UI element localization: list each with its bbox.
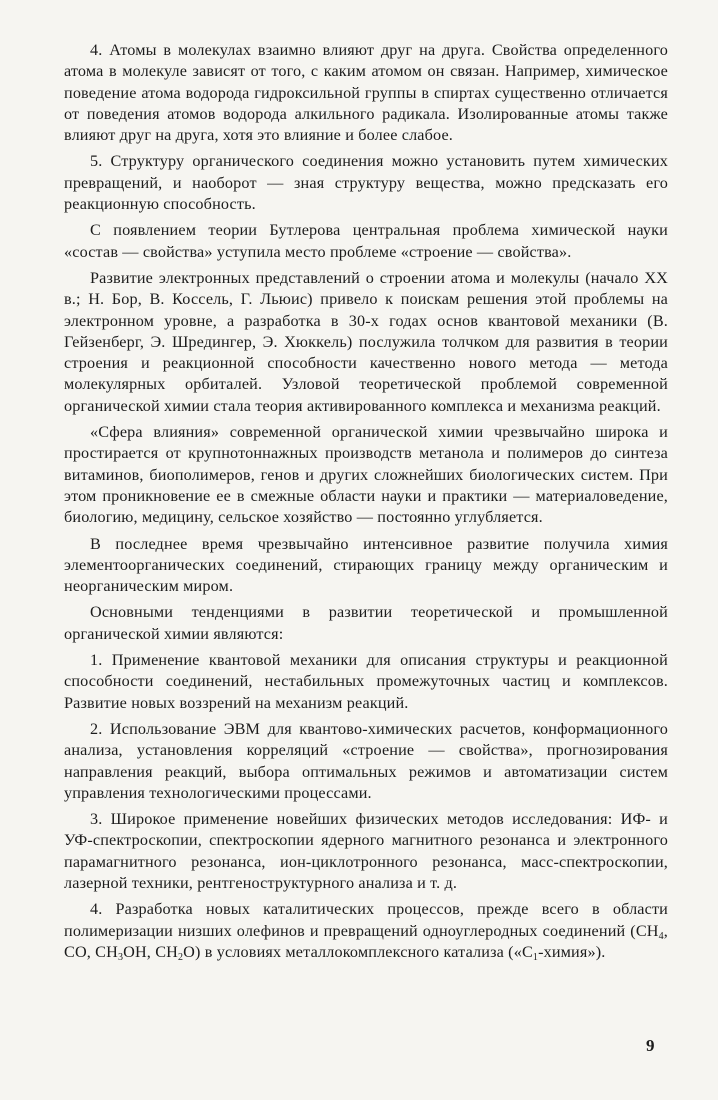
paragraph-2: 5. Структуру органического соединения можно установить путем химических превращений, и наоборот — зная структуру вещества, можно предсказать его реакционную способность. — [64, 152, 668, 214]
paragraph-6: В последнее время чрезвычайно интенсивное развитие получила химия элементоорганических соединений, стирающих границу между органическим и неорганическим миром. — [64, 534, 668, 596]
list-item-3: 3. Широкое применение новейших физических методов исследования: ИФ- и УФ-спектроскопии, спектроскопии ядерного магнитного резонанса и электронного парамагнитного резонанса, ион-циклотронного резонанса, масс-спектроскопии, лазерной техники, рентгеноструктурного анализа и т. д. — [64, 810, 668, 892]
list-item-1: 1. Применение квантовой механики для описания структуры и реакционной способности соединений, нестабильных промежуточных частиц и комплексов. Развитие новых воззрений на механизм реакций. — [64, 651, 668, 712]
list-item-4 — [64, 899, 668, 963]
text-run: , CO, CH — [64, 921, 668, 961]
list-item-2: 2. Использование ЭВМ для квантово-химических расчетов, конформационного анализа, установления корреляций «строение — свойства», прогнозирования направления реакций, выбора оптимальных режимов и автоматизации систем управления технологическими процессами. — [64, 719, 668, 802]
paragraph-7: Основными тенденциями в развитии теоретической и промышленной органической химии являются: — [64, 603, 668, 643]
subscript: 3 — [117, 951, 124, 963]
subscript: 2 — [178, 951, 184, 963]
paragraph-3: С появлением теории Бутлерова центральная проблема химической науки «состав — свойства» уступила место проблеме «строение — свойства». — [64, 221, 668, 261]
text-run: -химия»). — [538, 942, 606, 961]
page-number: 9 — [646, 1036, 655, 1055]
text-run: OH, CH — [123, 942, 178, 961]
subscript: 4 — [658, 930, 664, 942]
paragraph-4: Развитие электронных представлений о строении атома и молекулы (начало XX в.; Н. Бор, В. Коссель, Г. Льюис) привело к поискам решения этой проблемы на электронном уровне, а разработка в 30-х годах основ квантовой механики (В. Гейзенберг, Э. Шредингер, Э. Хюккель) послужила толчком для развития в теории строения и реакционной способности качественно нового метода — метода молекулярных орбиталей. Узловой теоретической проблемой современной органической химии стала теория активированного комплекса и механизма реакций. — [64, 268, 668, 415]
text-run: O) в условиях металлокомплексного катализа («C — [183, 942, 533, 961]
paragraph-5: «Сфера влияния» современной органической химии чрезвычайно широка и простирается от крупнотоннажных производств метанола и полимеров до синтеза витаминов, биополимеров, генов и других сложнейших биологических систем. При этом проникновение ее в смежные области науки и практики — материаловедение, биологию, медицину, сельское хозяйство — постоянно углубляется. — [64, 423, 668, 527]
text-run: 4. Разработка новых каталитических процессов, прежде всего в области полимеризации низших олефинов и превращений одноуглеродных соединений (CH — [64, 900, 668, 940]
paragraph-1: 4. Атомы в молекулах взаимно влияют друг на друга. Свойства определенного атома в молекуле зависят от того, с каким атомом он связан. Например, химическое поведение атома водорода гидроксильной группы в спиртах существенно отличается от поведения атомов водорода алкильного радикала. Изолированные атомы также влияют друг на друга, хотя это влияние и более слабое. — [64, 41, 668, 145]
subscript: 1 — [532, 951, 539, 963]
